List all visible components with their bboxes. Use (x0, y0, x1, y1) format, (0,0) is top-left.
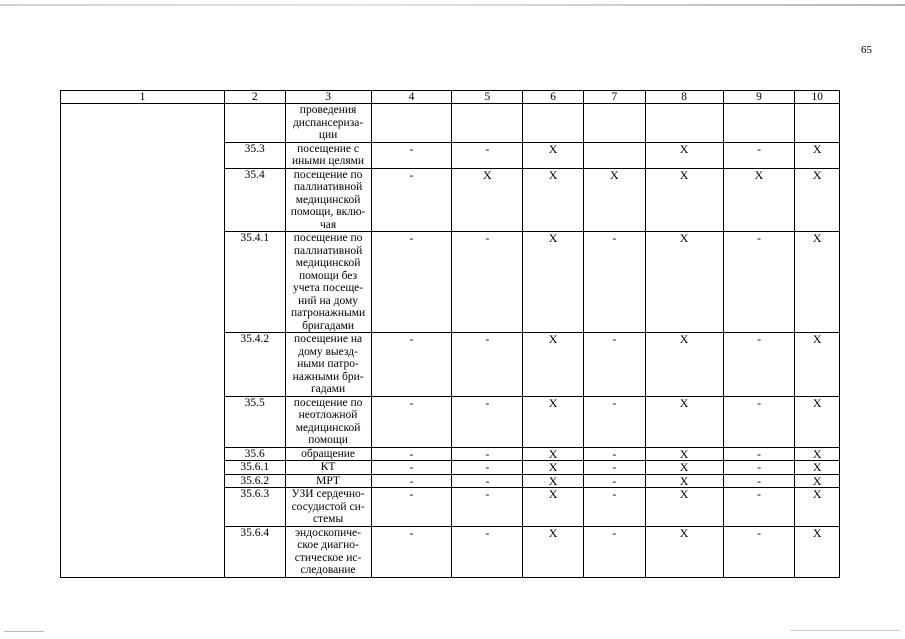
table-body (61, 91, 840, 578)
mark-cell-col-7: - (583, 526, 645, 577)
row-code: 35.3 (224, 142, 285, 168)
mark-cell-col-5: - (452, 333, 523, 397)
scan-edge-top (0, 4, 905, 6)
description-line: посещение по (293, 168, 363, 181)
mark-cell-col-5: - (452, 474, 523, 488)
mark-cell-col-6: X (523, 474, 584, 488)
description-line: посещение на (294, 333, 363, 345)
column-header: 9 (723, 91, 795, 104)
mark-cell-col-8: X (645, 333, 723, 397)
mark-cell-col-7: - (583, 396, 645, 447)
description-line: ными патро- (297, 358, 359, 370)
description-line: чая (319, 218, 337, 231)
mark-cell-col-9: - (723, 488, 795, 527)
column-header: 10 (795, 91, 840, 104)
mark-cell-col-10: X (795, 142, 840, 168)
mark-cell-col-10 (795, 104, 840, 143)
mark-cell-col-4: - (371, 232, 452, 333)
description-line: МРТ (316, 474, 340, 487)
description-line: патронажными (290, 307, 366, 319)
mark-cell-col-8: X (645, 488, 723, 527)
mark-cell-col-4: - (371, 474, 452, 488)
mark-cell-col-9: - (723, 142, 795, 168)
mark-cell-col-4: - (371, 461, 452, 475)
mark-cell-col-7 (583, 104, 645, 143)
row-description (285, 142, 371, 168)
description-line: паллиативной (293, 181, 363, 193)
row-code: 35.4 (224, 168, 285, 232)
scan-edge-bottom-left (4, 631, 44, 632)
mark-cell-col-7: - (583, 461, 645, 475)
mark-cell-col-10: X (795, 168, 840, 232)
mark-cell-col-8: X (645, 396, 723, 447)
row-description (285, 104, 371, 143)
table-row (61, 104, 840, 143)
description-line: КТ (320, 461, 336, 473)
mark-cell-col-8: X (645, 461, 723, 475)
mark-cell-col-8: X (645, 142, 723, 168)
mark-cell-col-10: X (795, 396, 840, 447)
page-number: 65 (861, 44, 872, 56)
header-row (61, 91, 840, 104)
mark-cell-col-10: X (795, 526, 840, 577)
description-line: ний на дому (298, 294, 359, 307)
mark-cell-col-8 (645, 104, 723, 143)
row-description (285, 232, 371, 333)
row-description (285, 461, 371, 475)
mark-cell-col-9: - (723, 396, 795, 447)
row-code: 35.4.2 (224, 333, 285, 397)
mark-cell-col-5: - (452, 461, 523, 475)
description-line: стическое ис- (294, 551, 362, 564)
mark-cell-col-7 (583, 142, 645, 168)
row-code: 35.6.2 (224, 474, 285, 488)
mark-cell-col-4: - (371, 488, 452, 527)
column-1-blank-cell (61, 104, 225, 578)
mark-cell-col-6: X (523, 488, 584, 527)
mark-cell-col-6: X (523, 526, 584, 577)
mark-cell-col-8: X (645, 447, 723, 461)
scan-edge-bottom-right (790, 630, 900, 631)
row-description (285, 447, 371, 461)
description-line: дому выезд- (298, 345, 358, 358)
mark-cell-col-9: - (723, 461, 795, 475)
mark-cell-col-5: - (452, 526, 523, 577)
mark-cell-col-10: X (795, 333, 840, 397)
mark-cell-col-8: X (645, 168, 723, 232)
description-line: медицинской (295, 193, 361, 206)
mark-cell-col-10: X (795, 447, 840, 461)
row-description (285, 396, 371, 447)
mark-cell-col-8: X (645, 232, 723, 333)
description-line: следование (300, 564, 356, 576)
description-line: проведения (299, 104, 357, 116)
row-code: 35.5 (224, 396, 285, 447)
mark-cell-col-4: - (371, 333, 452, 397)
mark-cell-col-10: X (795, 461, 840, 475)
mark-cell-col-7: - (583, 447, 645, 461)
mark-cell-col-6: X (523, 333, 584, 397)
column-header: 4 (371, 91, 452, 104)
row-description (285, 526, 371, 577)
description-line: нажными бри- (292, 370, 364, 383)
column-header: 5 (452, 91, 523, 104)
row-description (285, 488, 371, 527)
row-description (285, 333, 371, 397)
description-line: ское диагно- (297, 539, 359, 551)
column-header: 6 (523, 91, 584, 104)
mark-cell-col-5: - (452, 396, 523, 447)
mark-cell-col-5: X (452, 168, 523, 232)
mark-cell-col-9: - (723, 333, 795, 397)
mark-cell-col-5: - (452, 447, 523, 461)
mark-cell-col-5: - (452, 488, 523, 527)
mark-cell-col-5 (452, 104, 523, 143)
mark-cell-col-7: - (583, 474, 645, 488)
mark-cell-col-9: X (723, 168, 795, 232)
description-line: паллиативной (293, 244, 363, 257)
mark-cell-col-9 (723, 104, 795, 143)
mark-cell-col-8: X (645, 474, 723, 488)
description-line: учета посеще- (293, 282, 364, 294)
mark-cell-col-7: - (583, 232, 645, 333)
description-line: ции (318, 129, 338, 141)
mark-cell-col-10: X (795, 488, 840, 527)
description-line: помощи без (299, 269, 358, 282)
column-header: 7 (583, 91, 645, 104)
mark-cell-col-5: - (452, 142, 523, 168)
row-code: 35.6.4 (224, 526, 285, 577)
mark-cell-col-6 (523, 104, 584, 143)
description-line: посещение по (293, 396, 363, 409)
mark-cell-col-4: - (371, 447, 452, 461)
row-code: 35.6.3 (224, 488, 285, 527)
description-line: обращение (301, 447, 355, 460)
mark-cell-col-7: X (583, 168, 645, 232)
mark-cell-col-6: X (523, 142, 584, 168)
mark-cell-col-9: - (723, 474, 795, 488)
description-line: помощи (308, 434, 348, 446)
column-header: 3 (285, 91, 371, 104)
mark-cell-col-6: X (523, 232, 584, 333)
mark-cell-col-4: - (371, 168, 452, 232)
description-line: гадами (310, 383, 346, 395)
description-line: стемы (312, 513, 344, 525)
column-header: 8 (645, 91, 723, 104)
row-code: 35.6 (224, 447, 285, 461)
mark-cell-col-10: X (795, 232, 840, 333)
description-line: медицинской (295, 257, 361, 269)
mark-cell-col-5: - (452, 232, 523, 333)
row-code (224, 104, 285, 143)
mark-cell-col-9: - (723, 447, 795, 461)
mark-cell-col-7: - (583, 488, 645, 527)
mark-cell-col-9: - (723, 232, 795, 333)
row-description (285, 474, 371, 488)
mark-cell-col-4: - (371, 396, 452, 447)
mark-cell-col-4: - (371, 526, 452, 577)
description-line: иными целями (292, 155, 365, 167)
mark-cell-col-6: X (523, 447, 584, 461)
mark-cell-col-6: X (523, 168, 584, 232)
mark-cell-col-6: X (523, 461, 584, 475)
description-line: медицинской (295, 421, 361, 434)
description-line: посещение с (297, 142, 360, 155)
mark-cell-col-10: X (795, 474, 840, 488)
mark-cell-col-4 (371, 104, 452, 143)
data-table (60, 90, 840, 578)
column-header: 1 (61, 91, 225, 104)
mark-cell-col-6: X (523, 396, 584, 447)
row-code: 35.6.1 (224, 461, 285, 475)
row-description (285, 168, 371, 232)
description-line: диспансериза- (292, 116, 364, 129)
mark-cell-col-9: - (723, 526, 795, 577)
description-line: сосудистой си- (291, 500, 365, 513)
description-line: неотложной (298, 409, 358, 421)
column-header: 2 (224, 91, 285, 104)
description-line: помощи, вклю- (290, 206, 366, 218)
description-line: эндоскопиче- (295, 526, 361, 539)
description-line: бригадами (302, 319, 355, 332)
description-line: УЗИ сердечно- (291, 488, 365, 500)
description-line: посещение по (293, 232, 363, 244)
mark-cell-col-7: - (583, 333, 645, 397)
mark-cell-col-4: - (371, 142, 452, 168)
row-code: 35.4.1 (224, 232, 285, 333)
mark-cell-col-8: X (645, 526, 723, 577)
